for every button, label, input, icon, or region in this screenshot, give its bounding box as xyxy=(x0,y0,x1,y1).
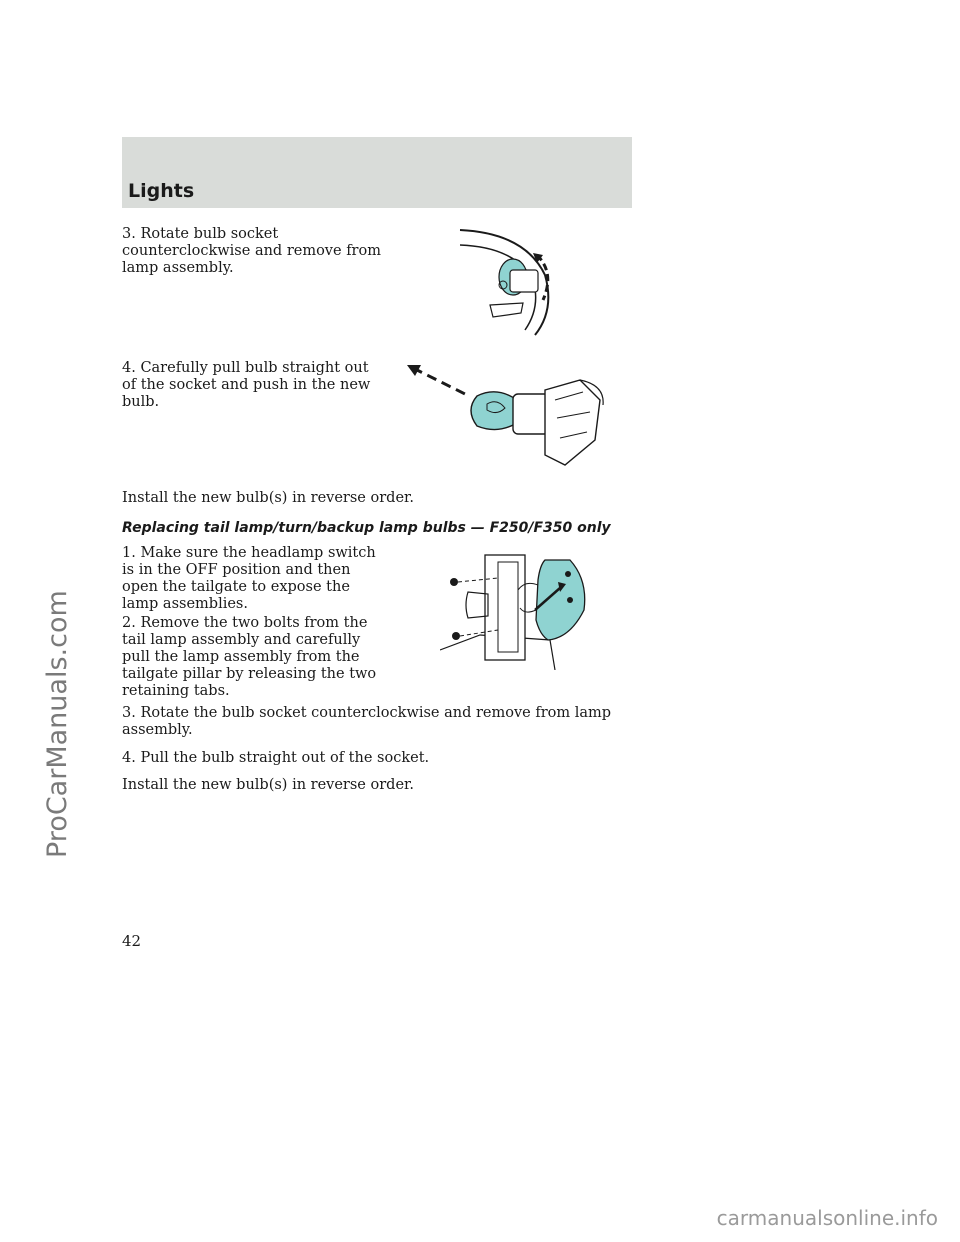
tail-lamp-assembly-figure xyxy=(440,550,590,670)
side-watermark-text: ProCarManuals.com xyxy=(42,590,73,858)
bulb-removal-figure xyxy=(405,360,615,480)
bulb-socket-rotation-figure xyxy=(455,225,575,345)
tail-install-reverse-text: Install the new bulb(s) in reverse order. xyxy=(122,777,414,793)
tail-step-2-text: 2. Remove the two bolts from the tail lamp assembly and carefully pull the lamp assembly from the tailgate pillar by releasing the two retaining tabs. xyxy=(122,615,377,699)
tail-step-1-text: 1. Make sure the headlamp switch is in the OFF position and then open the tailgate to expose the lamp assemblies. xyxy=(122,545,376,612)
tail-step-4-text: 4. Pull the bulb straight out of the socket. xyxy=(122,750,430,766)
install-reverse-text: Install the new bulb(s) in reverse order. xyxy=(122,490,414,506)
tail-step-3-text: 3. Rotate the bulb socket counterclockwise and remove from lamp assembly. xyxy=(122,705,612,738)
step-4-text: 4. Carefully pull bulb straight out of the socket and push in the new bulb. xyxy=(122,360,371,410)
side-watermark xyxy=(0,0,73,1242)
section-title: Lights xyxy=(128,180,195,202)
page-number: 42 xyxy=(122,932,142,950)
tail-lamp-subheading: Replacing tail lamp/turn/backup lamp bulbs — F250/F350 only xyxy=(122,520,611,536)
section-header-band xyxy=(122,137,632,208)
step-3-text: 3. Rotate bulb socket counterclockwise and remove from lamp assembly. xyxy=(122,226,381,276)
bottom-watermark: carmanualsonline.info xyxy=(716,1206,938,1230)
